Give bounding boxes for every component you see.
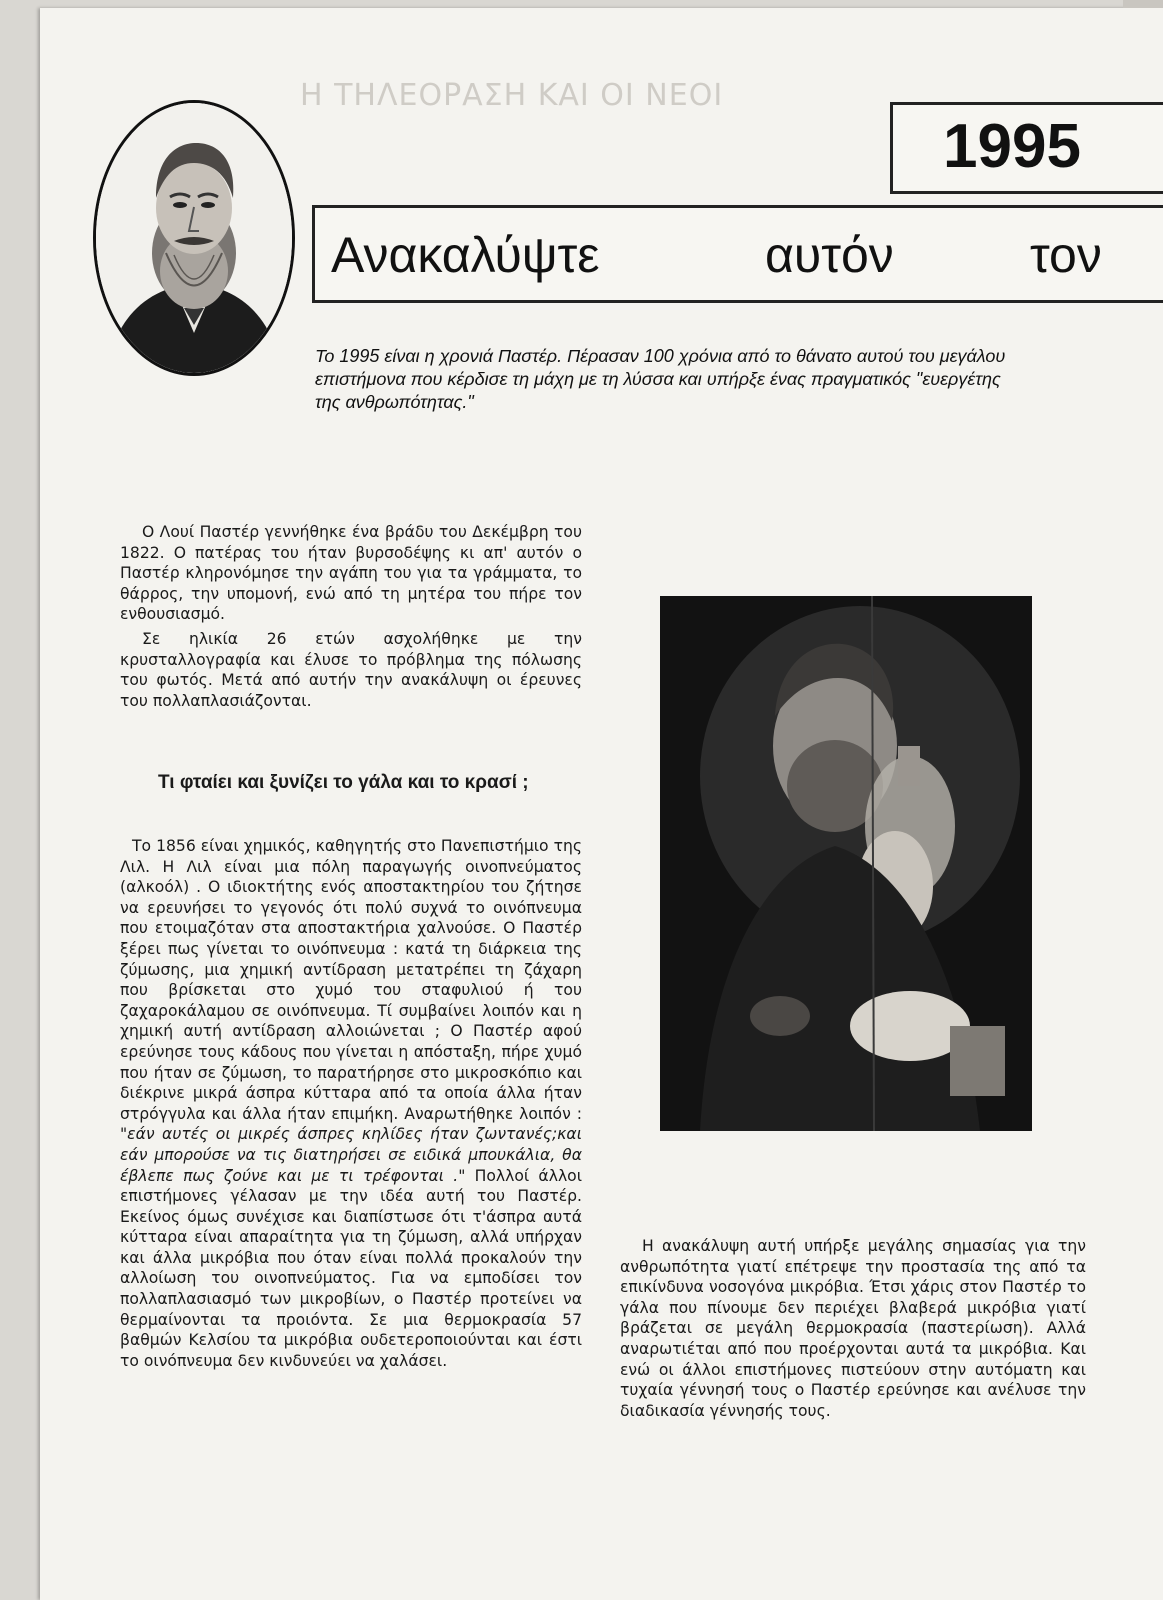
title-box	[312, 205, 1163, 303]
pasteur-photo	[660, 596, 1032, 1131]
left-column-intro	[120, 522, 582, 715]
title-word-2: αυτόν	[765, 227, 894, 283]
pasteur-portrait	[93, 100, 295, 376]
pasteur-quote: "εάν αυτές οι μικρές άσπρες κηλίδες ήταν ζωντανές;και εάν μπορούσε να τις διατηρήσει σε ειδικά μπουκάλια, θα έβλεπε πως ζούνε και με τι τρέφονται ."	[120, 1125, 582, 1185]
lead-paragraph: Το 1995 είναι η χρονιά Παστέρ. Πέρασαν 100 χρόνια από το θάνατο αυτού του μεγάλου επιστήμονα που κέρδισε τη μάχη με τη λύσσα και υπήρξε ένας πραγματικός "ευεργέτης της ανθρωπότητας."	[315, 346, 1006, 412]
paragraph-pasteurization: Η ανακάλυψη αυτή υπήρξε μεγάλης σημασίας για την ανθρωπότητα γιατί επέτρεψε την προστασία της από τα επικίνδυνα νοσογόνα μικρόβια. Έτσι χάρις στον Παστέρ το γάλα που πίνουμε δεν περιέχει βλαβερά μικρόβια γιατί βράζεται σε μεγάλη θερμοκρασία (παστερίωση). Αλλά αναρωτιέται από που προέρχονται αυτά τα μικρόβια. Και ενώ οι άλλοι επιστήμονες πιστεύουν στην αυτόματη και τυχαία γέννησή τους ο Παστέρ ερεύνησε και ανέλυσε την διαδικασία γέννησής τους.	[620, 1237, 1086, 1420]
fermentation-conclusion: Πολλοί άλλοι επιστήμονες γέλασαν με την ιδέα αυτή του Παστέρ. Εκείνος όμως συνέχισε και διαπίστωσε ότι τ'άσπρα αυτά κύτταρα είναι απαραίτητα για τη ζύμωση, αλλά υπήρχαν και άλλα μικρόβια που όταν είναι πολλά προκαλούν την αλλοίωση του οινοπνεύματος. Για να εμποδίσει τον πολλαπλασιασμό των μικροβίων, ο Παστέρ προτείνει να θερμαίνονται τα προιόντα. Σε μια θερμοκρασία 57 βαθμών Κελσίου τα μικρόβια ουδετεροποιούνται και έστι το οινόπνευμα δεν κινδυνεύει να χαλάσει.	[120, 1166, 582, 1370]
page-edge	[1123, 0, 1163, 8]
section-heading: Τι φταίει και ξυνίζει το γάλα και το κρασί ;	[158, 772, 529, 793]
bleed-through-text: Η ΤΗΛΕΟΡΑΣΗ ΚΑΙ ΟΙ ΝΕΟΙ	[300, 78, 724, 113]
paragraph-crystallography: Σε ηλικία 26 ετών ασχολήθηκε με την κρυσταλλογραφία και έλυσε το πρόβλημα της πόλωσης του φωτός. Μετά από αυτήν την ανακάλυψη οι έρευνες του πολλαπλασιάζονται.	[120, 629, 582, 710]
title-word-3: τον	[1030, 227, 1102, 283]
left-column-body	[120, 836, 582, 1375]
year-box	[890, 102, 1163, 194]
year-label: 1995	[943, 112, 1081, 181]
photo-image	[660, 596, 1032, 1131]
paragraph-fermentation	[120, 836, 582, 1371]
portrait-illustration	[96, 103, 292, 373]
title-word-1: Ανακαλύψτε	[331, 227, 600, 283]
fermentation-text: Το 1856 είναι χημικός, καθηγητής στο Πανεπιστήμιο της Λιλ. Η Λιλ είναι μια πόλη παραγωγής οινοπνεύματος (αλκοόλ) . Ο ιδιοκτήτης ενός αποστακτηρίου του ζήτησε να ερευνήσει το γεγονός ότι πολύ συχνά το οινόπνευμα που ετοιμαζόταν στα αποστακτήρια χαλνούσε. Ο Παστέρ ξέρει πως γίνεται το οινόπνευμα : κατά τη διάρκεια της ζύμωσης, μια χημική αντίδραση μετατρέπει τη ζάχαρη που βρίσκεται στο χυμό του σταφυλιού ή του ζαχαροκάλαμου σε οινόπνευμα. Τί συμβαίνει λοιπόν και η χημική αυτή αντίδραση αλλοιώνεται ; Ο Παστέρ αφού ερεύνησε τους κάδους που γίνεται η απόσταξη, πήρε χυμό που ήταν σε ζύμωση, το παρατήρησε στο μικροσκόπιο και διέκρινε μικρά άσπρα κύτταρα από τα οποία άλλα ήταν στρόγγυλα και άλλα ήταν επιμήκη. Αναρωτήθηκε λοιπόν :	[120, 837, 582, 1123]
right-column-text	[620, 1236, 1086, 1425]
paragraph-birth: Ο Λουί Παστέρ γεννήθηκε ένα βράδυ του Δεκέμβρη του 1822. Ο πατέρας του ήταν βυρσοδέψης κι απ' αυτόν ο Παστέρ κληρονόμησε την αγάπη του για τα γράμματα, το θάρρος, την υπομονή, ενώ από τη μητέρα του πήρε τον ενθουσιασμό.	[120, 523, 582, 624]
